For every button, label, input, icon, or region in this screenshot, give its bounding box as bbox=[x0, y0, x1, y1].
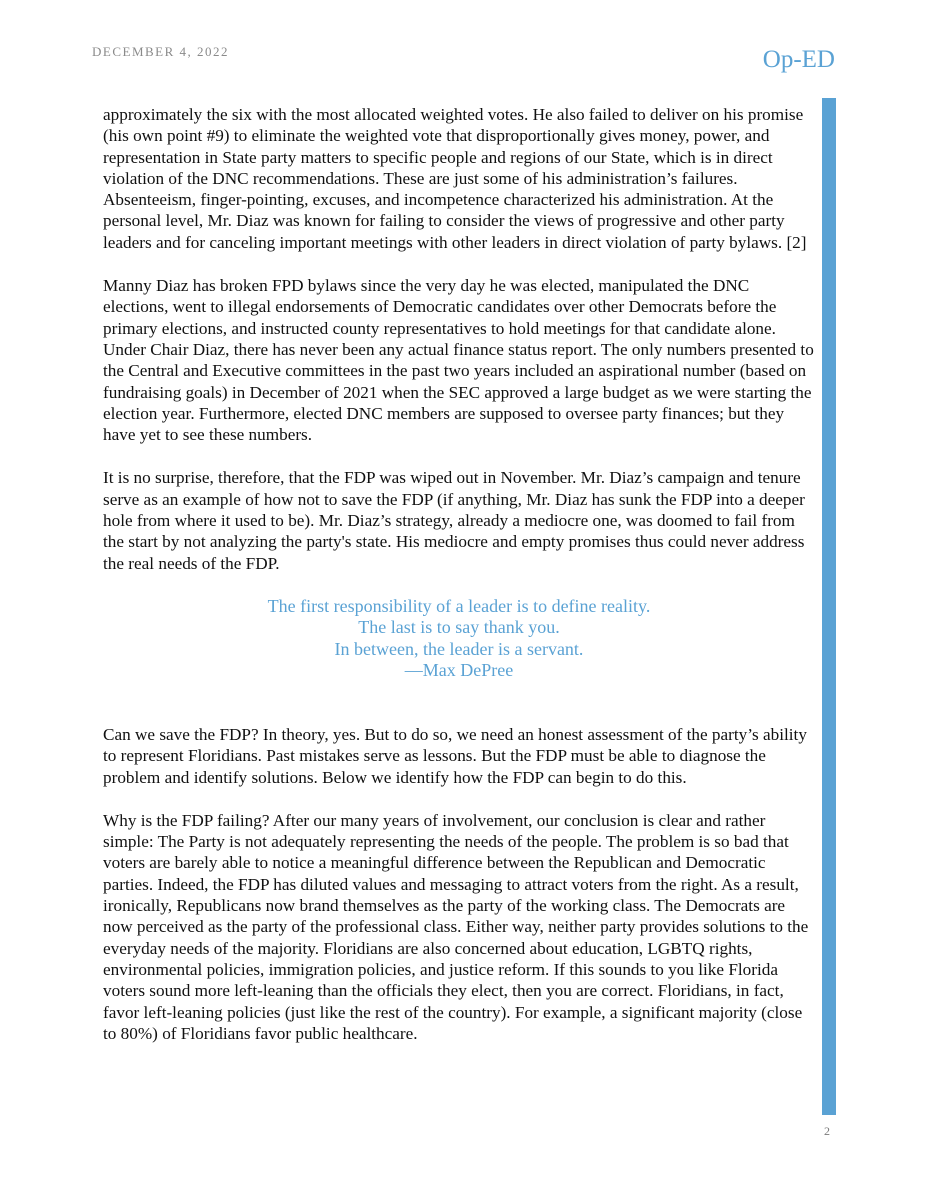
accent-side-bar bbox=[822, 98, 836, 1115]
paragraph-2: Manny Diaz has broken FPD bylaws since the very day he was elected, manipulated the DNC elections, went to illegal endorsements of Democratic candidates over other Democrats before the primary elections, and instructed county representatives to hold meetings for that candidate alone. Under Chair Diaz, there has never been any actual finance status report. The only numbers presented to the Central and Executive committees in the past two years included an aspirational number (based on fundraising goals) in December of 2021 when the SEC approved a large budget as we were starting the election year. Furthermore, elected DNC members are supposed to oversee party finances; but they have yet to see these numbers. bbox=[103, 276, 814, 445]
paragraph-4: Can we save the FDP? In theory, yes. But to do so, we need an honest assessment of the party’s ability to represent Floridians. Past mistakes serve as lessons. But the FDP must be able to diagnose the problem and identify solutions. Below we identify how the FDP can begin to do this. bbox=[103, 724, 807, 787]
page-number: 2 bbox=[824, 1124, 830, 1138]
quote-line-2: The last is to say thank you. bbox=[358, 617, 560, 638]
quote-attribution: —Max DePree bbox=[404, 660, 514, 681]
pull-quote bbox=[103, 596, 815, 682]
paragraph-1: approximately the six with the most allocated weighted votes. He also failed to deliver on his promise (his own point #9) to eliminate the weighted vote that disproportionally gives money, power, and representation in State party matters to specific people and regions of our State, which is in direct violation of the DNC recommendations. These are just some of his administration’s failures. Absenteeism, finger-pointing, excuses, and incompetence characterized his administration. At the personal level, Mr. Diaz was known for failing to consider the views of progressive and other party leaders and for canceling important meetings with other leaders in direct violation of party bylaws. [2] bbox=[103, 105, 807, 252]
article-body bbox=[103, 104, 815, 1044]
paragraph-3: It is no surprise, therefore, that the FDP was wiped out in November. Mr. Diaz’s campaign and tenure serve as an example of how not to save the FDP (if anything, Mr. Diaz has sunk the FDP into a deeper hole from where it used to be). Mr. Diaz’s strategy, already a mediocre one, was doomed to fail from the start by not analyzing the party's state. His mediocre and empty promises thus could never address the real needs of the FDP. bbox=[103, 468, 805, 573]
quote-line-3: In between, the leader is a servant. bbox=[334, 638, 584, 659]
section-title: Op-ED bbox=[762, 46, 835, 73]
quote-line-1: The first responsibility of a leader is to define reality. bbox=[267, 595, 651, 616]
paragraph-5: Why is the FDP failing? After our many years of involvement, our conclusion is clear and rather simple: The Party is not adequately representing the needs of the people. The problem is so bad that voters are barely able to notice a meaningful difference between the Republican and Democratic parties. Indeed, the FDP has diluted values and messaging to attract voters from the right. As a result, ironically, Republicans now brand themselves as the party of the working class. The Democrats are now perceived as the party of the professional class. Either way, neither party provides solutions to the everyday needs of the majority. Floridians are also concerned about education, LGBTQ rights, environmental policies, immigration policies, and justice reform. If this sounds to you like Florida voters sound more left-leaning than the officials they elect, then you are correct. Floridians, in fact, favor left-leaning policies (just like the rest of the country). For example, a significant majority (close to 80%) of Floridians favor public healthcare. bbox=[103, 810, 809, 1043]
header-date: DECEMBER 4, 2022 bbox=[92, 44, 230, 59]
